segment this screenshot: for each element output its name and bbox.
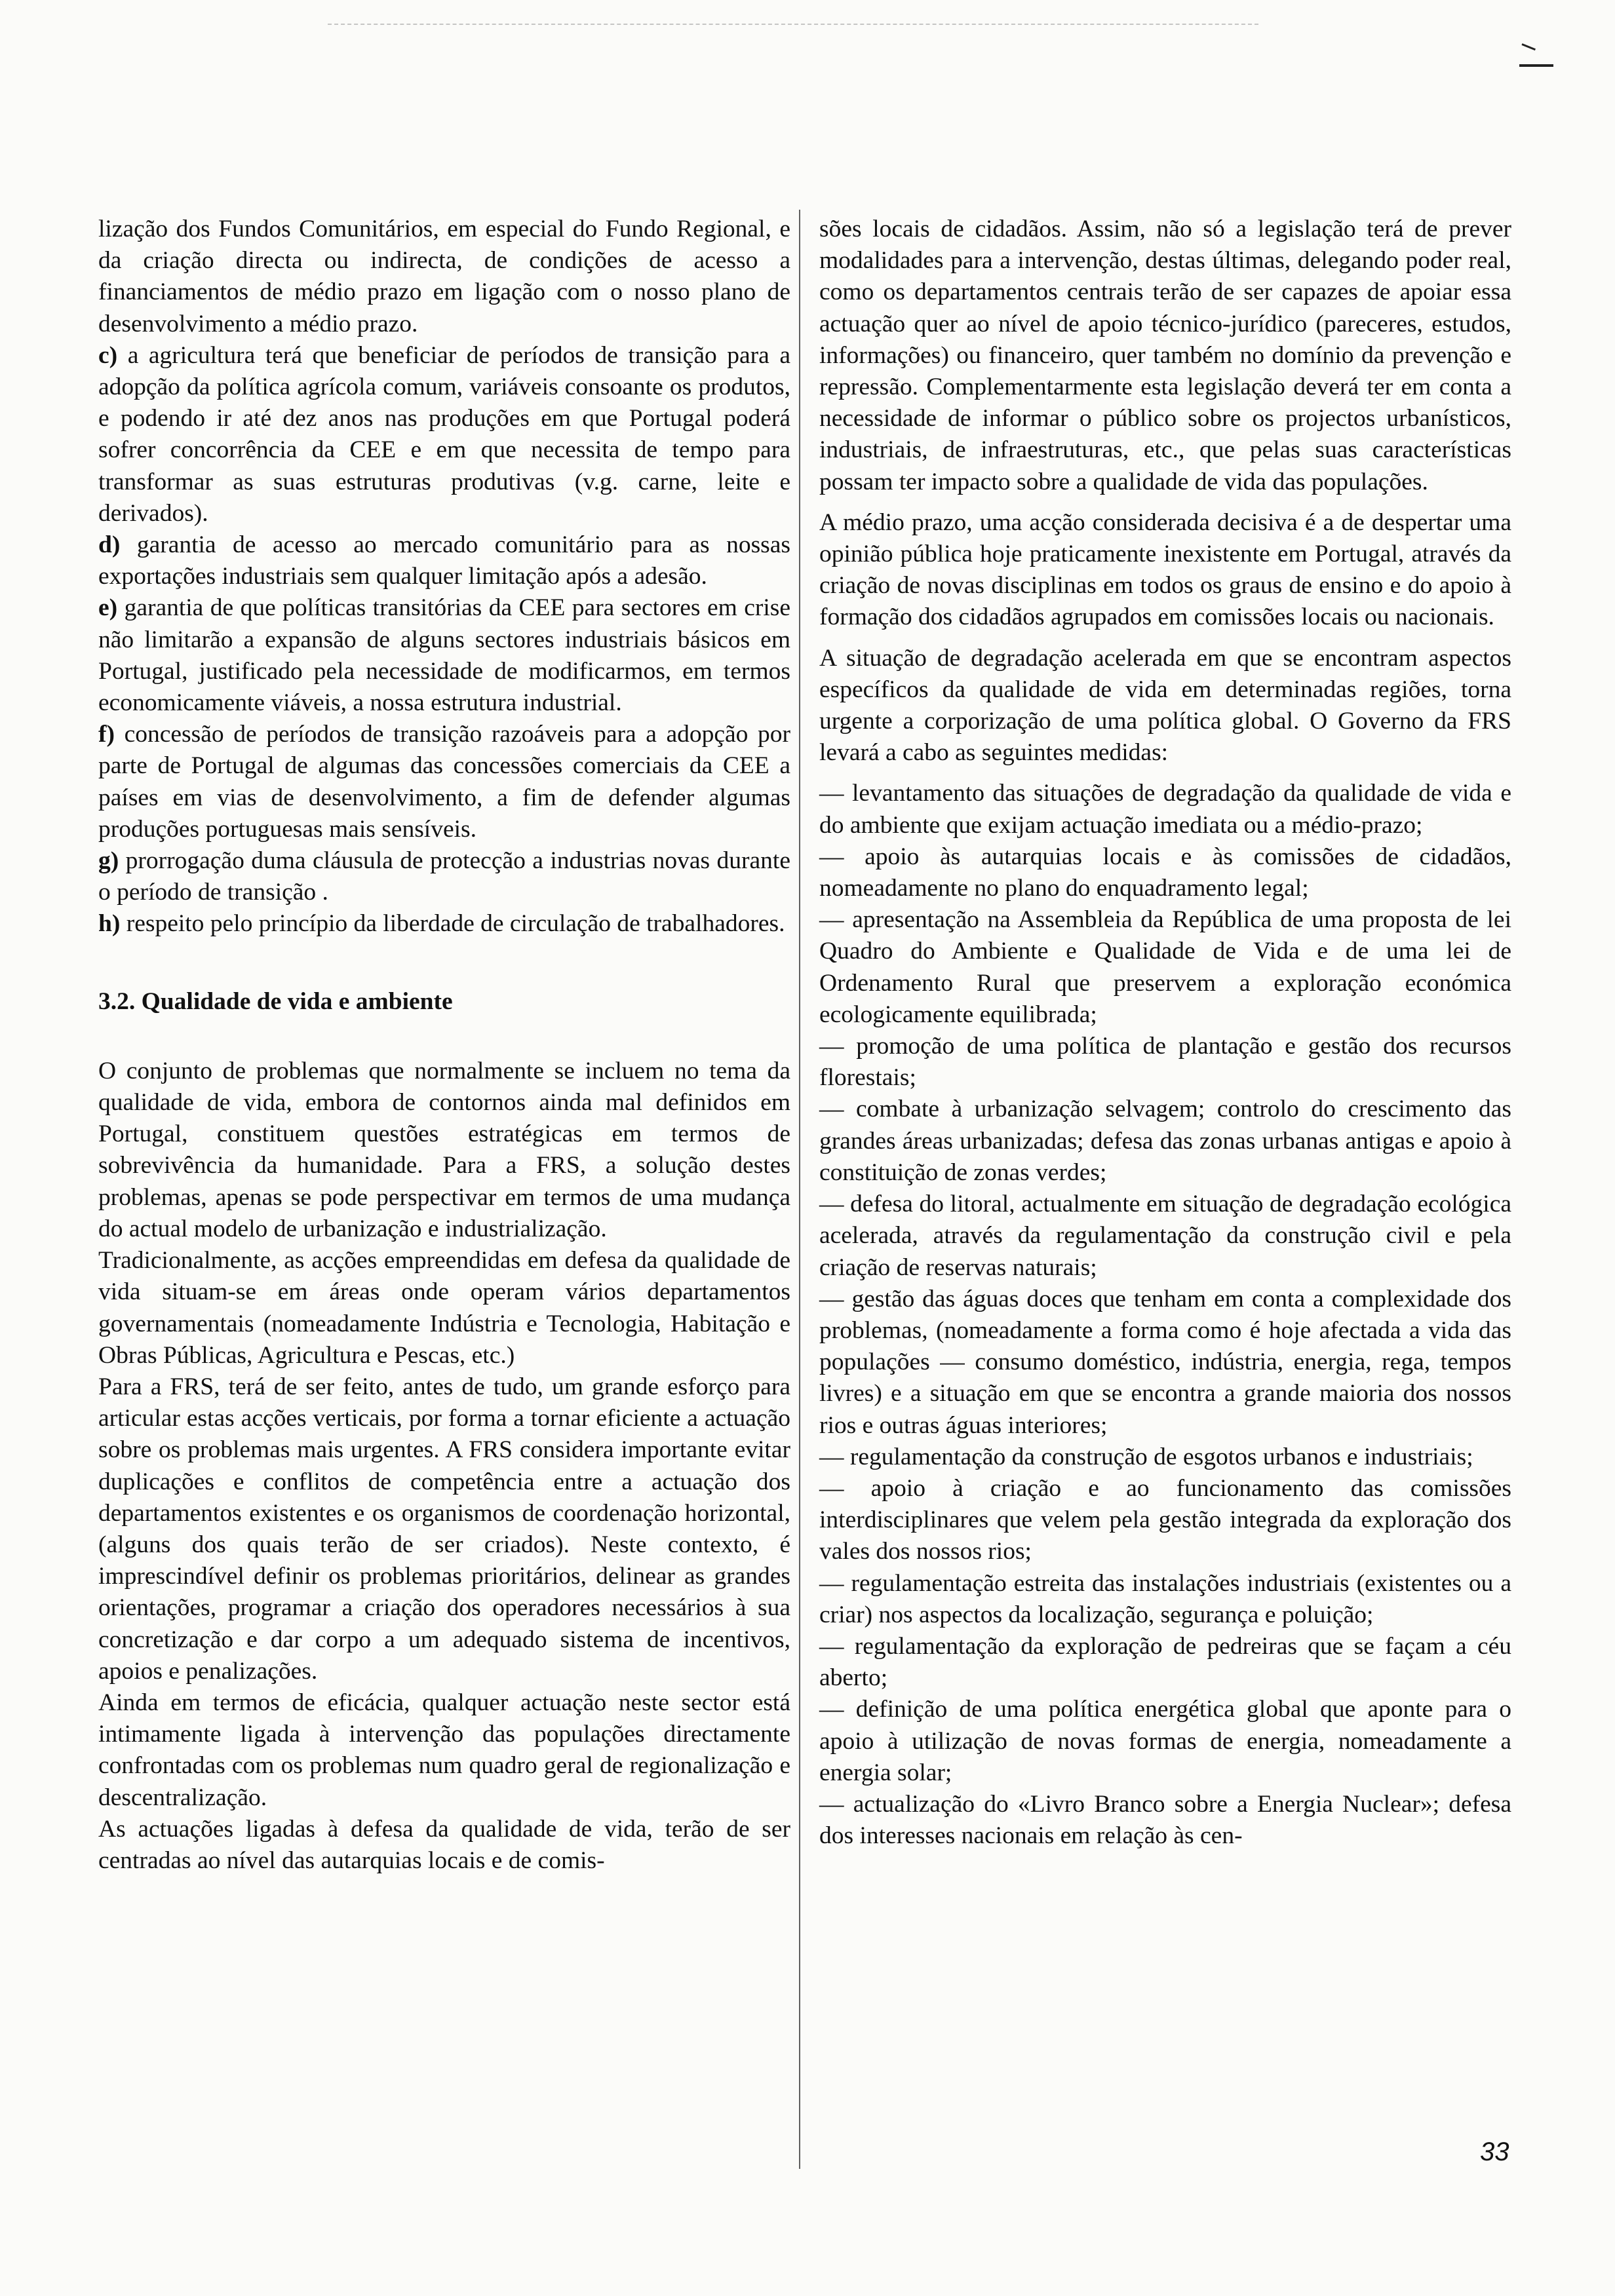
right-paragraph: A situação de degradação acelerada em que se encontram aspectos específicos da qualidade de vida em determinadas regiões, torna urgente a corporização de uma política global. O Governo da FRS levará a cabo as seguintes medidas: [819,644,1511,767]
column-divider [799,210,800,2169]
measure-item: — promoção de uma política de plantação e gestão dos recursos florestais; [819,1033,1511,1092]
measure-item: — definição de uma política energética global que aponte para o apoio à utilização de novas formas de energia, nomeadamente a energia solar; [819,1696,1511,1786]
measure-item: — regulamentação estreita das instalações industriais (existentes ou a criar) nos aspectos da localização, segurança e poluição; [819,1569,1511,1628]
measure-item: — regulamentação da exploração de pedreiras que se façam a céu aberto; [819,1632,1511,1692]
measure-item: — apoio às autarquias locais e às comissões de cidadãos, nomeadamente no plano do enquadramento legal; [819,843,1511,902]
measure-item: — apresentação na Assembleia da República de uma proposta de lei Quadro do Ambiente e Qualidade de Vida e de uma lei de Ordenamento Rural que preservem a exploração económica ecologicamente equilibrada; [819,906,1511,1028]
right-column [819,214,1511,1852]
left-paragraph: Ainda em termos de eficácia, qualquer actuação neste sector está intimamente ligada à intervenção das populações directamente confrontadas com os problemas num quadro geral de regionalização e descentralização. [98,1689,790,1811]
list-item-f: f) concessão de períodos de transição razoáveis para a adopção por parte de Portugal de algumas das concessões comerciais da CEE a países em vias de desenvolvimento, a fim de defender algumas produções portuguesas mais sensíveis. [98,721,790,843]
section-heading: 3.2. Qualidade de vida e ambiente [98,987,453,1015]
list-item-e: e) garantia de que políticas transitórias da CEE para sectores em crise não limitarão a expansão de alguns sectores industriais básicos em Portugal, justificado pela necessidade de modificarmos, em termos economicamente viáveis, a nossa estrutura industrial. [98,594,790,717]
left-column [98,214,790,1877]
list-item-c: c) a agricultura terá que beneficiar de períodos de transição para a adopção da política agrícola comum, variáveis consoante os produtos, e podendo ir até dez anos nas produções em que Portugal poderá sofrer concorrência da CEE e em que necessita de tempo para transformar as suas estruturas produtivas (v.g. carne, leite e derivados). [98,341,790,527]
measure-item: — defesa do litoral, actualmente em situação de degradação ecológica acelerada, através da regulamentação da construção civil e pela criação de reservas naturais; [819,1191,1511,1281]
measure-item: — gestão das águas doces que tenham em conta a complexidade dos problemas, (nomeadamente a forma como é hoje afectada a vida das populações — consumo doméstico, indústria, energia, rega, tempos livres) e a situação em que se encontra a grande maioria dos nossos rios e outras águas interiores; [819,1285,1511,1439]
top-edge-rule [328,24,1258,25]
left-paragraph: Para a FRS, terá de ser feito, antes de tudo, um grande esforço para articular estas acções verticais, por forma a tornar eficiente a actuação sobre os problemas mais urgentes. A FRS considera importante evitar duplicações e conflitos de competência entre a actuação dos departamentos existentes e os organismos de coordenação horizontal, (alguns dos quais terão de ser criados). Neste contexto, é imprescindível definir os problemas prioritários, delinear as grandes orientações, programar a criação dos operadores necessários à sua concretização e dar corpo a um adequado sistema de incentivos, apoios e penalizações. [98,1373,790,1685]
measure-item: — levantamento das situações de degradação da qualidade de vida e do ambiente que exijam actuação imediata ou a médio-prazo; [819,780,1511,839]
measure-item: — combate à urbanização selvagem; controlo do crescimento das grandes áreas urbanizadas; defesa das zonas urbanas antigas e apoio à constituição de zonas verdes; [819,1096,1511,1186]
list-item-d: d) garantia de acesso ao mercado comunitário para as nossas exportações industriais sem qualquer limitação após a adesão. [98,531,790,590]
right-paragraph: sões locais de cidadãos. Assim, não só a legislação terá de prever modalidades para a intervenção, destas últimas, delegando poder real, como os departamentos centrais terão de ser capazes de apoiar essa actuação quer ao nível de apoio técnico-jurídico (pareceres, estudos, informações) ou financeiro, quer também no domínio da prevenção e repressão. Complementarmente esta legislação deverá ter em conta a necessidade de informar o público sobre os projectos urbanísticos, industriais, de infraestruturas, etc., que pelas suas características possam ter impacto sobre a qualidade de vida das populações. [819,216,1511,495]
measure-item: — regulamentação da construção de esgotos urbanos e industriais; [819,1443,1473,1470]
list-item-g: g) prorrogação duma cláusula de protecção a industrias novas durante o período de transição . [98,847,790,906]
list-item-h: h) respeito pelo princípio da liberdade de circulação de trabalhadores. [98,910,785,938]
measure-item: — actualização do «Livro Branco sobre a Energia Nuclear»; defesa dos interesses nacionais em relação às cen- [819,1790,1511,1850]
page-number: 33 [1480,2137,1509,2166]
left-intro-paragraph: lização dos Fundos Comunitários, em especial do Fundo Regional, e da criação directa ou indirecta, de condições de acesso a financiamentos de médio prazo em ligação com o nosso plano de desenvolvimento a médio prazo. [98,216,790,337]
corner-mark-icon [1519,41,1553,77]
right-paragraph: A médio prazo, uma acção considerada decisiva é a de despertar uma opinião pública hoje praticamente inexistente em Portugal, através da criação de novas disciplinas em todos os graus de ensino e do apoio à formação dos cidadãos agrupados em comissões locais ou nacionais. [819,508,1511,631]
left-paragraph: Tradicionalmente, as acções empreendidas em defesa da qualidade de vida situam-se em áreas onde operam vários departamentos governamentais (nomeadamente Indústria e Tecnologia, Habitação e Obras Públicas, Agricultura e Pescas, etc.) [98,1247,790,1369]
left-paragraph: O conjunto de problemas que normalmente se incluem no tema da qualidade de vida, embora de contornos ainda mal definidos em Portugal, constituem questões estratégicas em termos de sobrevivência da humanidade. Para a FRS, a solução destes problemas, apenas se pode perspectivar em termos de uma mudança do actual modelo de urbanização e industrialização. [98,1057,790,1242]
left-paragraph: As actuações ligadas à defesa da qualidade de vida, terão de ser centradas ao nível das autarquias locais e de comis- [98,1815,790,1874]
measure-item: — apoio à criação e ao funcionamento das comissões interdisciplinares que velem pela gestão integrada da exploração dos vales dos nossos rios; [819,1474,1511,1565]
